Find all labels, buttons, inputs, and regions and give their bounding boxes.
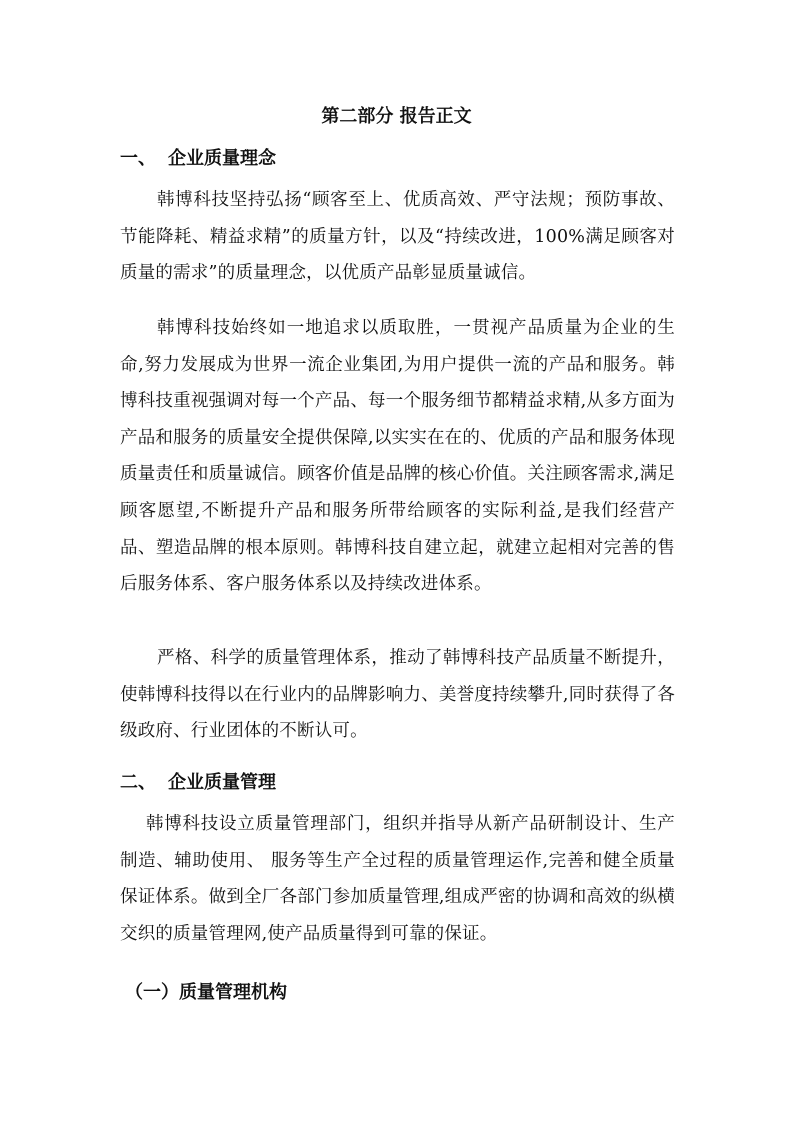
section-1-paragraph-1: 韩博科技坚持弘扬“顾客至上、优质高效、严守法规；预防事故、节能降耗、精益求精”的质量方针，以及“持续改进，100%满足顾客对质量的需求”的质量理念，以优质产品彰显质量诚信。 bbox=[120, 190, 675, 284]
section-2-heading bbox=[120, 770, 276, 796]
section-1-title: 企业质量理念 bbox=[168, 148, 276, 169]
document-title: 第二部分 报告正文 bbox=[321, 106, 472, 127]
subsection-heading: （一）质量管理机构 bbox=[125, 982, 287, 1003]
section-1-heading bbox=[120, 146, 276, 172]
section-2-number: 二、 bbox=[120, 772, 156, 793]
section-1-number: 一、 bbox=[120, 148, 156, 169]
section-2-title: 企业质量管理 bbox=[168, 772, 276, 793]
section-2-paragraph-1: 韩博科技设立质量管理部门，组织并指导从新产品研制设计、生产制造、辅助使用、 服务等生产全过程的质量管理运作,完善和健全质量保证体系。做到全厂各部门参加质量管理,组成严密的协调和高效的纵横交织的质量管理网,使产品质量得到可靠的保证。 bbox=[120, 814, 675, 944]
section-1-paragraph-2: 韩博科技始终如一地追求以质取胜，一贯视产品质量为企业的生命,努力发展成为世界一流企业集团,为用户提供一流的产品和服务。韩博科技重视强调对每一个产品、每一个服务细节都精益求精,从多方面为产品和服务的质量安全提供保障,以实实在在的、优质的产品和服务体现质量责任和质量诚信。顾客价值是品牌的核心价值。关注顾客需求,满足顾客愿望,不断提升产品和服务所带给顾客的实际利益,是我们经营产品、塑造品牌的根本原则。韩博科技自建立起，就建立起相对完善的售后服务体系、客户服务体系以及持续改进体系。 bbox=[120, 318, 675, 595]
section-1-paragraph-3: 严格、科学的质量管理体系，推动了韩博科技产品质量不断提升，使韩博科技得以在行业内的品牌影响力、美誉度持续攀升,同时获得了各级政府、行业团体的不断认可。 bbox=[120, 648, 675, 742]
